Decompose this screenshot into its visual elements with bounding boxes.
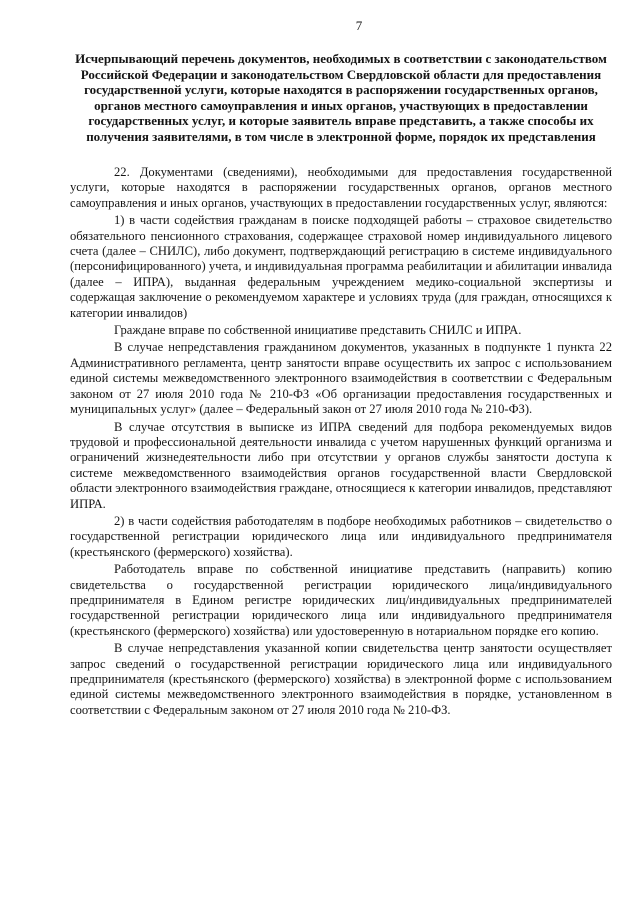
paragraph-22: 22. Документами (сведениями), необходимыми для предоставления государственной услуги, которые находятся в распоряжении государственных органов, органов местного самоуправления и иных органов, участвующих в предоставлении государственных услуг, являются: <box>70 165 612 210</box>
paragraph-subitem-2: 2) в части содействия работодателям в подборе необходимых работников – свидетельство о государственной регистрации юридического лица или индивидуального предпринимателя (крестьянского (фермерского) хозяйства). <box>70 513 612 559</box>
paragraph-citizens-right: Граждане вправе по собственной инициативе представить СНИЛС и ИПРА. <box>114 323 522 338</box>
paragraph-employer-right: Работодатель вправе по собственной инициативе представить (направить) копию свидетельства о государственной регистрации юридического лица/индивидуального предпринимателя в Едином регистре юридических лиц/индивидуальных предпринимателей государственной регистрации юридического лица или индивидуального предпринимателя (крестьянского (фермерского) хозяйства) или удостоверенную в нотариальном порядке его копию. <box>70 562 612 638</box>
paragraph-non-submission-citizen: В случае непредставления гражданином документов, указанных в подпункте 1 пункта 22 Административного регламента, центр занятости вправе осуществить их запрос с использованием единой системы межведомственного электронного взаимодействия в соответствии с Федеральным законом от 27 июля 2010 года № 210-ФЗ «Об организации предоставления государственных и муниципальных услуг» (далее – Федеральный закон от 27 июля 2010 года № 210-ФЗ). <box>70 340 612 417</box>
section-heading: Исчерпывающий перечень документов, необходимых в соответствии с законодательством Российской Федерации и законодательством Свердловской области для предоставления государственной услуги, которые находятся в распоряжении государственных органов, органов местного самоуправления и иных органов, участвующих в предоставлении государственных услуг, и которые заявитель вправе представить, а также способы их получения заявителями, в том числе в электронной форме, порядок их представления <box>75 51 607 144</box>
paragraph-non-submission-employer: В случае непредставления указанной копии свидетельства центр занятости осуществляет запрос сведений о государственной регистрации юридического лица или индивидуального предпринимателя (крестьянского (фермерского) хозяйства) в электронной форме с использованием единой системы межведомственного электронного взаимодействия в порядке, установленном в соответствии с Федеральным законом от 27 июля 2010 года № 210-ФЗ. <box>70 641 612 717</box>
page-number: 7 <box>355 18 363 33</box>
paragraph-subitem-1: 1) в части содействия гражданам в поиске подходящей работы – страховое свидетельство обязательного пенсионного страхования, содержащее страховой номер индивидуального лицевого счета (далее – СНИЛС), либо документ, подтверждающий регистрацию в системе индивидуального (персонифицированного) учета, и индивидуальная программа реабилитации и абилитации инвалида (далее – ИПРА), выданная федеральным учреждением медико-социальной экспертизы и содержащая заключение о рекомендуемом характере и условиях труда (для граждан, относящихся к категории инвалидов) <box>70 213 612 320</box>
paragraph-ipra-absence: В случае отсутствия в выписке из ИПРА сведений для подбора рекомендуемых видов трудовой и профессиональной деятельности инвалида с учетом нарушенных функций организма и ограничений жизнедеятельности либо при отсутствии у органов службы занятости доступа к системе межведомственного взаимодействия органов государственной власти Свердловской области электронного взаимодействия граждане, относящиеся к категории инвалидов, представляют ИПРА. <box>70 419 612 511</box>
